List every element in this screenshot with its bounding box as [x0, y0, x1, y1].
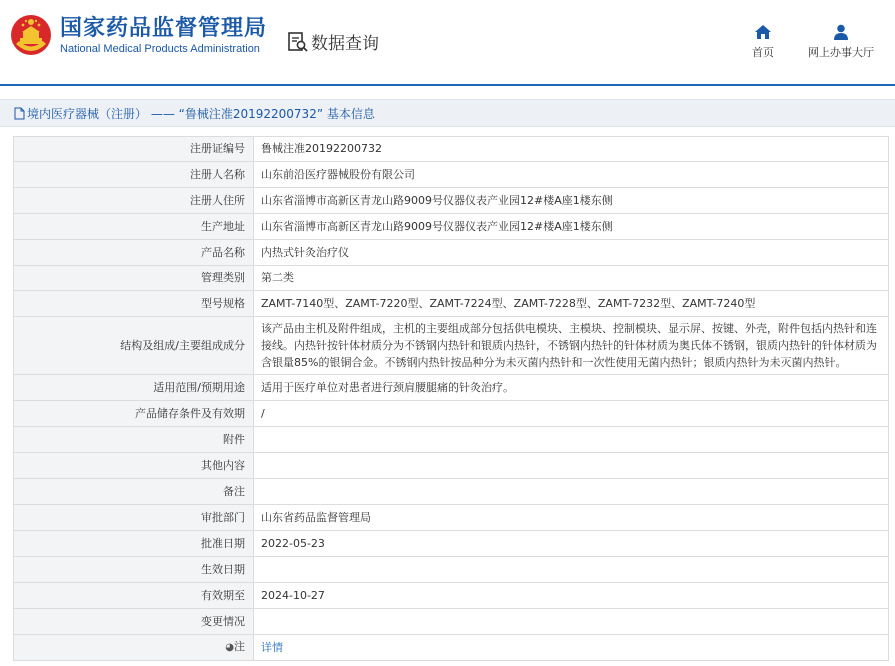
row-label: [14, 401, 254, 427]
row-value: [254, 609, 889, 635]
search-document-icon: [287, 31, 309, 53]
home-icon: [754, 24, 772, 40]
row-value: [254, 137, 889, 162]
row-label: [14, 635, 254, 661]
row-value: [254, 635, 889, 661]
row-value-text: /: [261, 406, 265, 420]
row-label-text: 变更情况: [201, 614, 245, 628]
table-row: [14, 635, 889, 661]
row-value: [254, 317, 889, 375]
document-icon: [14, 107, 25, 120]
row-value-text: 内热式针灸治疗仪: [261, 245, 349, 259]
row-label-text: 审批部门: [201, 510, 245, 524]
table-row: [14, 317, 889, 375]
table-row: [14, 266, 889, 291]
row-label: [14, 505, 254, 531]
national-emblem-icon: [10, 14, 52, 56]
row-value: [254, 375, 889, 401]
brand-name-en: National Medical Products Administration: [60, 43, 260, 55]
row-value: [254, 453, 889, 479]
row-label-text: 产品储存条件及有效期: [135, 406, 245, 420]
data-query-label: 数据查询: [311, 34, 379, 54]
row-value-text: 第二类: [261, 271, 294, 284]
row-value: [254, 266, 889, 291]
nav-online-service-label: 网上办事大厅: [808, 46, 874, 59]
row-label: [14, 188, 254, 214]
row-label: [14, 479, 254, 505]
row-label-text: 产品名称: [201, 245, 245, 259]
row-label-text: 适用范围/预期用途: [153, 380, 245, 394]
row-label: [14, 317, 254, 375]
pin-icon: ◕: [225, 642, 234, 653]
data-query-link[interactable]: [287, 29, 379, 54]
table-row: [14, 214, 889, 240]
row-value-text: 山东前沿医疗器械股份有限公司: [261, 167, 415, 181]
table-row: [14, 162, 889, 188]
table-row: [14, 375, 889, 401]
row-value: [254, 401, 889, 427]
row-value-text: 该产品由主机及附件组成，主机的主要组成部分包括供电模块、主模块、控制模块、显示屏、按键、外壳，附件包括内热针和连接线。内热针按针体材质分为不锈钢内热针和银质内热针，不锈钢内热针的针体材质为奥氏体不锈钢，银质内热针的针体材质为含银量85%的银铜合金。不锈钢内热针按品种分为未灭菌内热针和一次性使用无菌内热针；银质内热针为未灭菌内热针。: [261, 322, 877, 369]
record-title: 境内医疗器械（注册） —— “鲁械注准20192200732” 基本信息: [27, 106, 375, 121]
details-link[interactable]: 详情: [261, 640, 283, 654]
row-label: [14, 427, 254, 453]
nav-home[interactable]: [752, 24, 774, 60]
row-label-text: 注册人名称: [190, 167, 245, 181]
row-label-text: 型号规格: [201, 296, 245, 310]
row-label: [14, 583, 254, 609]
table-row: [14, 583, 889, 609]
row-label: [14, 453, 254, 479]
row-label-text: 注: [234, 640, 245, 653]
table-row: [14, 453, 889, 479]
row-value-text: 适用于医疗单位对患者进行颈肩腰腿痛的针灸治疗。: [261, 380, 514, 394]
row-label-text: 管理类别: [201, 271, 245, 284]
row-label: [14, 162, 254, 188]
row-label-text: 结构及组成/主要组成成分: [120, 338, 245, 352]
table-row: [14, 479, 889, 505]
row-label-text: 生效日期: [201, 562, 245, 576]
row-value: [254, 240, 889, 266]
row-label-text: 注册人住所: [190, 193, 245, 207]
row-label-text: 其他内容: [201, 458, 245, 472]
row-label: [14, 609, 254, 635]
table-row: [14, 188, 889, 214]
table-row: [14, 401, 889, 427]
row-label-text: 生产地址: [201, 219, 245, 233]
row-label: [14, 137, 254, 162]
row-value-text: 鲁械注准20192200732: [261, 142, 382, 155]
row-label-text: 有效期至: [201, 588, 245, 602]
row-label: [14, 557, 254, 583]
row-value: [254, 531, 889, 557]
row-label: [14, 291, 254, 317]
row-value-text: 山东省淄博市高新区青龙山路9009号仪器仪表产业园12#楼A座1楼东侧: [261, 193, 613, 207]
row-value-text: 山东省药品监督管理局: [261, 510, 371, 524]
table-row: [14, 137, 889, 162]
row-value-text: 2024-10-27: [261, 588, 325, 602]
table-row: [14, 557, 889, 583]
registration-info-table: [13, 136, 889, 661]
nav-online-service[interactable]: [808, 24, 874, 60]
table-row: [14, 505, 889, 531]
row-label: [14, 214, 254, 240]
row-value: [254, 583, 889, 609]
row-value: [254, 188, 889, 214]
row-value: [254, 427, 889, 453]
table-row: [14, 531, 889, 557]
row-label: [14, 375, 254, 401]
row-label: [14, 531, 254, 557]
row-value-text: 山东省淄博市高新区青龙山路9009号仪器仪表产业园12#楼A座1楼东侧: [261, 219, 613, 233]
table-row: [14, 240, 889, 266]
site-header: [0, 0, 895, 86]
row-value: [254, 214, 889, 240]
brand-name-cn: 国家药品监督管理局: [60, 16, 268, 41]
row-label: [14, 266, 254, 291]
row-label-text: 备注: [223, 484, 245, 498]
row-value: [254, 162, 889, 188]
row-value: [254, 557, 889, 583]
table-row: [14, 609, 889, 635]
nav-home-label: 首页: [752, 46, 774, 59]
row-value-text: ZAMT-7140型、ZAMT-7220型、ZAMT-7224型、ZAMT-7228型、ZAMT-7232型、ZAMT-7240型: [261, 296, 756, 310]
table-row: [14, 427, 889, 453]
row-label-text: 批准日期: [201, 536, 245, 550]
row-value: [254, 505, 889, 531]
row-value: [254, 479, 889, 505]
brand[interactable]: [60, 16, 267, 56]
record-title-bar: [0, 99, 895, 127]
user-icon: [832, 24, 850, 40]
row-label: [14, 240, 254, 266]
table-row: [14, 291, 889, 317]
row-label-text: 注册证编号: [190, 142, 245, 155]
row-value: [254, 291, 889, 317]
row-label-text: 附件: [223, 432, 245, 446]
row-value-text: 2022-05-23: [261, 536, 325, 550]
